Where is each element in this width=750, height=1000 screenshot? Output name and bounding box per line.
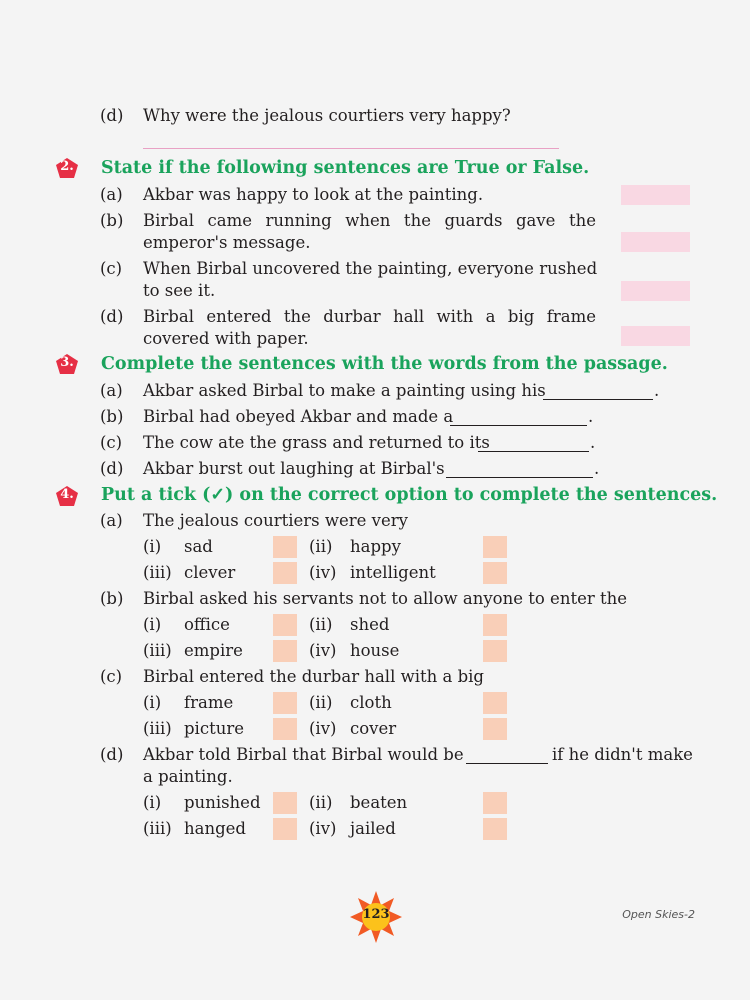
q2d-text-line1: Birbal entered the durbar hall with a big frame [143,307,596,326]
q4c-opt2-tick-box[interactable] [483,692,507,714]
q3c-label: (c) [100,433,123,452]
q4a-opt2-text: happy [350,537,401,556]
q3a-text: Akbar asked Birbal to make a painting using his [143,381,546,400]
q4d-stem-line2: a painting. [143,767,233,786]
q4d-opt3-num: (iii) [143,819,172,838]
q4c-opt3-tick-box[interactable] [273,718,297,740]
q2c-text-line1: When Birbal uncovered the painting, everyone rushed [143,259,598,278]
q4b-opt1-tick-box[interactable] [273,614,297,636]
q4c-stem: Birbal entered the durbar hall with a big [143,667,484,686]
q4-number-badge [55,485,79,507]
q2c-text-line2: to see it. [143,281,216,300]
q2d-label: (d) [100,307,124,326]
book-title: Open Skies-2 [622,908,695,921]
q3c-answer-line[interactable] [478,451,589,452]
q2b-answer-box[interactable] [621,232,690,252]
page-number-star [348,889,404,945]
q2-heading: State if the following sentences are True or False. [101,158,590,178]
q1d-text: Why were the jealous courtiers very happy? [143,106,511,125]
q4b-opt3-tick-box[interactable] [273,640,297,662]
q4c-opt2-num: (ii) [309,693,333,712]
q4a-label: (a) [100,511,123,530]
q3a-period: . [654,381,660,400]
q4d-opt3-text: hanged [184,819,246,838]
q2a-answer-box[interactable] [621,185,690,205]
q3d-label: (d) [100,459,124,478]
q4a-opt4-tick-box[interactable] [483,562,507,584]
q4c-label: (c) [100,667,123,686]
q4b-opt3-text: empire [184,641,243,660]
q4d-opt3-tick-box[interactable] [273,818,297,840]
q2-number: 2. [60,159,74,174]
q4a-opt3-num: (iii) [143,563,172,582]
q4b-opt3-num: (iii) [143,641,172,660]
q1d-answer-line[interactable] [143,148,559,149]
q2d-text-line2: covered with paper. [143,329,309,348]
q4a-opt1-text: sad [184,537,213,556]
q4a-opt4-num: (iv) [309,563,337,582]
q4b-opt2-text: shed [350,615,390,634]
q2b-text-line2: emperor's message. [143,233,311,252]
q4c-opt2-text: cloth [350,693,392,712]
q3c-text: The cow ate the grass and returned to its [143,433,490,452]
page-number: 123 [362,907,390,922]
q3b-period: . [588,407,594,426]
q4c-opt4-tick-box[interactable] [483,718,507,740]
q3c-period: . [590,433,596,452]
q2a-text: Akbar was happy to look at the painting. [143,185,484,204]
q4b-opt1-text: office [184,615,230,634]
q2b-label: (b) [100,211,124,230]
q4b-stem: Birbal asked his servants not to allow anyone to enter the [143,589,627,608]
q4d-stem-end: if he didn't make [552,745,693,764]
q4b-opt1-num: (i) [143,615,162,634]
q2c-answer-box[interactable] [621,281,690,301]
q3b-label: (b) [100,407,124,426]
q4a-opt1-tick-box[interactable] [273,536,297,558]
q1d-label: (d) [100,106,124,125]
q4b-opt4-tick-box[interactable] [483,640,507,662]
q3-number: 3. [60,355,74,370]
q4a-opt3-tick-box[interactable] [273,562,297,584]
q4a-opt3-text: clever [184,563,236,582]
q4b-opt4-num: (iv) [309,641,337,660]
q4c-opt3-text: picture [184,719,244,738]
q4d-stem: Akbar told Birbal that Birbal would be [143,745,464,764]
q3d-text: Akbar burst out laughing at Birbal's [143,459,445,478]
q4-heading: Put a tick (✓) on the correct option to complete the sentences. [101,485,718,505]
q4d-opt1-text: punished [184,793,261,812]
q3-number-badge [55,353,79,375]
q4c-opt4-num: (iv) [309,719,337,738]
q2b-text-line1: Birbal came running when the guards gave the [143,211,596,230]
q3b-answer-line[interactable] [450,425,587,426]
q4b-label: (b) [100,589,124,608]
q4d-blank-line [466,763,548,764]
q4d-opt2-text: beaten [350,793,408,812]
q4b-opt2-num: (ii) [309,615,333,634]
q4d-opt4-text: jailed [350,819,396,838]
q4c-opt1-text: frame [184,693,234,712]
q4d-opt2-tick-box[interactable] [483,792,507,814]
q4a-opt4-text: intelligent [350,563,436,582]
q4d-label: (d) [100,745,124,764]
q4b-opt2-tick-box[interactable] [483,614,507,636]
q4b-opt4-text: house [350,641,400,660]
q4d-opt2-num: (ii) [309,793,333,812]
q4a-opt2-tick-box[interactable] [483,536,507,558]
q4a-opt1-num: (i) [143,537,162,556]
q4c-opt1-num: (i) [143,693,162,712]
q4a-opt2-num: (ii) [309,537,333,556]
q4d-opt1-tick-box[interactable] [273,792,297,814]
q3d-period: . [594,459,600,478]
q3d-answer-line[interactable] [446,477,593,478]
q4d-opt1-num: (i) [143,793,162,812]
q4c-opt1-tick-box[interactable] [273,692,297,714]
q3b-text: Birbal had obeyed Akbar and made a [143,407,454,426]
q2c-label: (c) [100,259,123,278]
q3-heading: Complete the sentences with the words from the passage. [101,354,668,374]
q4d-opt4-num: (iv) [309,819,337,838]
q4-number: 4. [60,487,74,502]
q4c-opt3-num: (iii) [143,719,172,738]
q4d-opt4-tick-box[interactable] [483,818,507,840]
q3a-answer-line[interactable] [543,399,653,400]
q2d-answer-box[interactable] [621,326,690,346]
q3a-label: (a) [100,381,123,400]
q4c-opt4-text: cover [350,719,397,738]
q4a-stem: The jealous courtiers were very [143,511,408,530]
q2-number-badge [55,157,79,179]
q2a-label: (a) [100,185,123,204]
